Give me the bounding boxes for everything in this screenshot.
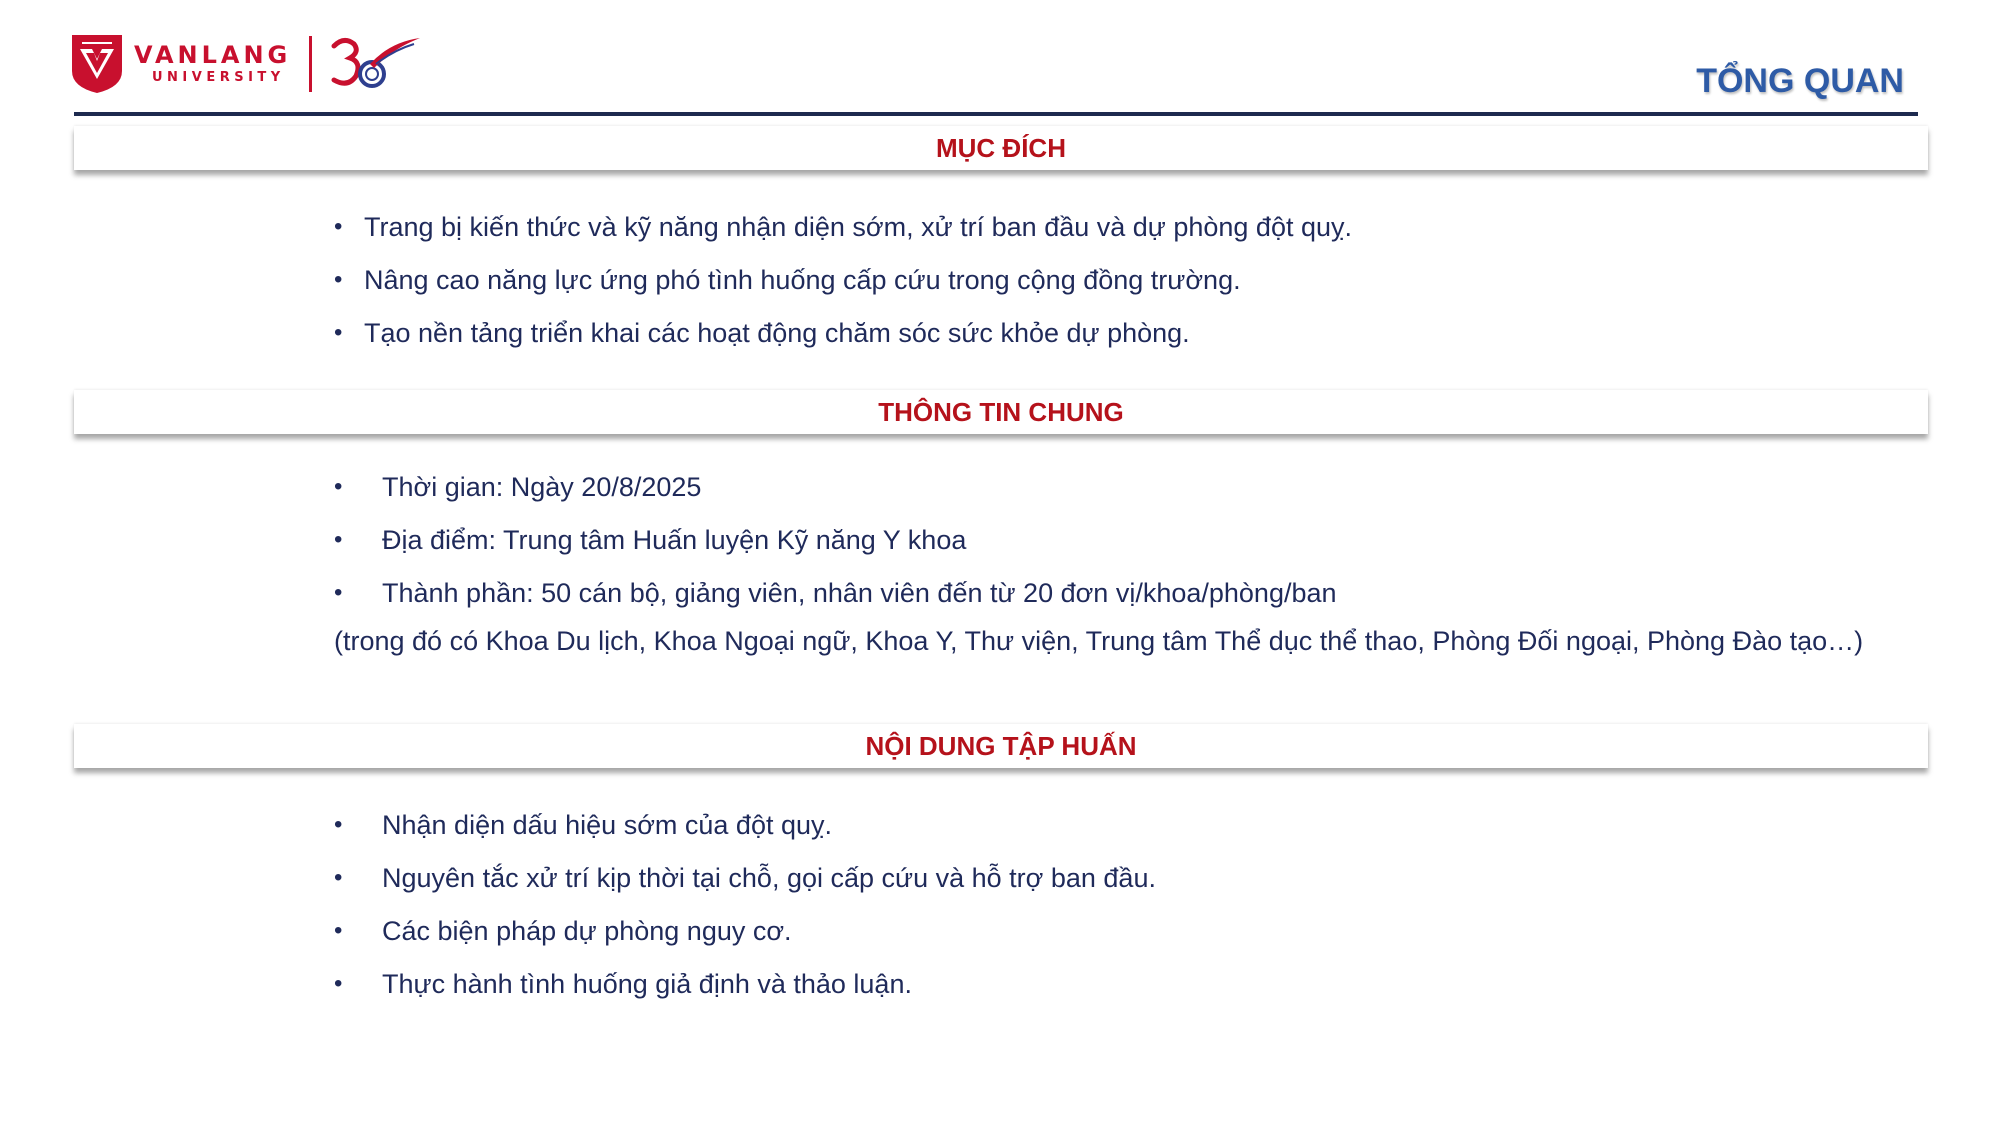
purpose-list — [334, 210, 1352, 369]
list-item: • Thành phần: 50 cán bộ, giảng viên, nhân viên đến từ 20 đơn vị/khoa/phòng/ban — [334, 578, 1337, 608]
vanlang-shield-icon — [72, 35, 122, 93]
section-header-purpose: MỤC ĐÍCH — [74, 126, 1928, 170]
bullet-icon: • — [334, 864, 343, 891]
list-item: • Nhận diện dấu hiệu sớm của đột quỵ. — [334, 810, 832, 840]
participants-note: (trong đó có Khoa Du lịch, Khoa Ngoại ngữ, Khoa Y, Thư viện, Trung tâm Thể dục thể thao, Phòng Đối ngoại, Phòng Đào tạo…) — [334, 626, 1864, 656]
bullet-icon: • — [334, 473, 343, 500]
list-item: • Trang bị kiến thức và kỹ năng nhận diện sớm, xử trí ban đầu và dự phòng đột quỵ. — [334, 212, 1353, 242]
bullet-icon: • — [334, 970, 343, 997]
header-rule — [74, 112, 1918, 116]
section-header-training-content: NỘI DUNG TẬP HUẤN — [74, 724, 1928, 768]
bullet-icon: • — [334, 266, 343, 293]
bullet-icon: • — [334, 319, 343, 346]
anniversary-30-icon — [330, 34, 422, 94]
list-item: • Các biện pháp dự phòng nguy cơ. — [334, 916, 792, 946]
list-item: • Tạo nền tảng triển khai các hoạt động chăm sóc sức khỏe dự phòng. — [334, 318, 1190, 348]
list-item: • Thực hành tình huống giả định và thảo luận. — [334, 969, 912, 999]
brand-name: VANLANG — [134, 41, 292, 69]
training-content-list — [334, 808, 1156, 1020]
list-item: • Nâng cao năng lực ứng phó tình huống cấp cứu trong cộng đồng trường. — [334, 265, 1241, 295]
logo-divider — [309, 36, 312, 92]
bullet-icon: • — [334, 811, 343, 838]
bullet-icon: • — [334, 526, 343, 553]
bullet-icon: • — [334, 213, 343, 240]
general-info-list — [334, 470, 1337, 629]
list-item: • Nguyên tắc xử trí kịp thời tại chỗ, gọi cấp cứu và hỗ trợ ban đầu. — [334, 863, 1156, 893]
list-item: • Thời gian: Ngày 20/8/2025 — [334, 472, 702, 502]
section-header-general-info: THÔNG TIN CHUNG — [74, 390, 1928, 434]
list-item: • Địa điểm: Trung tâm Huấn luyện Kỹ năng Y khoa — [334, 525, 967, 555]
university-logo — [72, 34, 422, 94]
bullet-icon: • — [334, 579, 343, 606]
bullet-icon: • — [334, 917, 343, 944]
page-title: TỔNG QUAN — [1696, 62, 1904, 100]
brand-subtitle: UNIVERSITY — [152, 70, 285, 85]
